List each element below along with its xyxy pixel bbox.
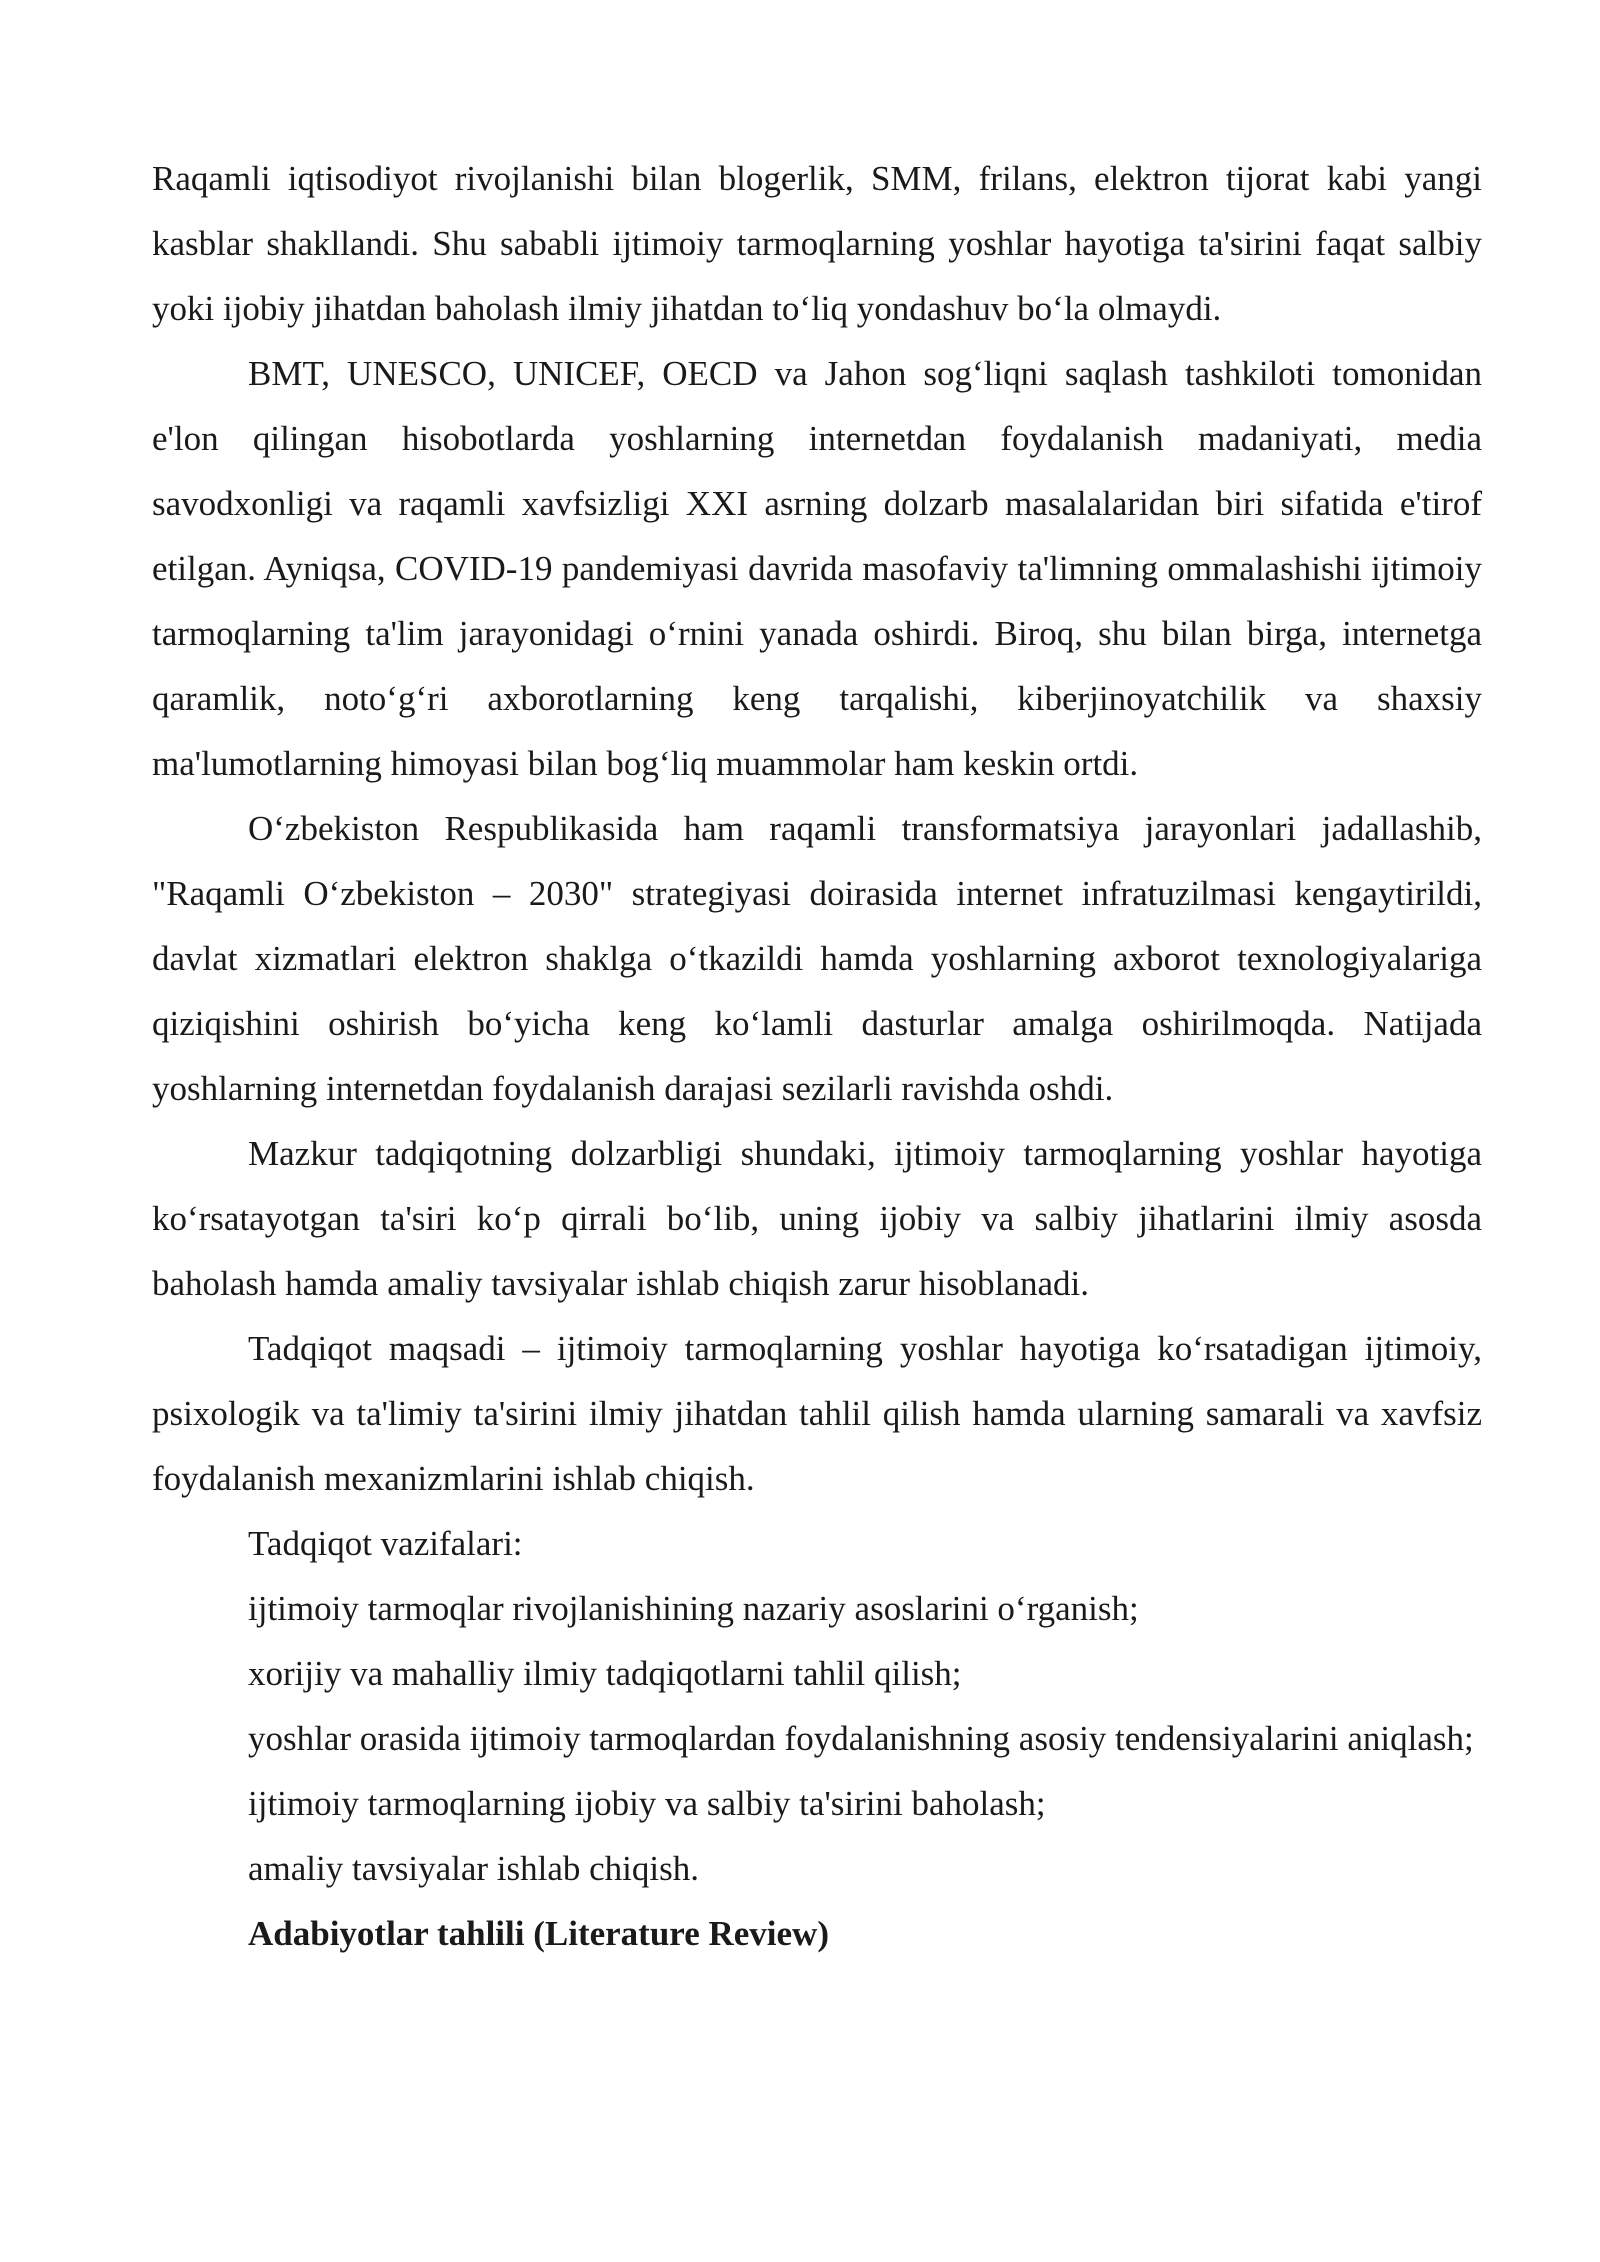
task-item: amaliy tavsiyalar ishlab chiqish. (248, 1849, 700, 1888)
task-item: ijtimoiy tarmoqlar rivojlanishining nazariy asoslarini o‘rganish; (248, 1589, 1139, 1628)
tasks-heading: Tadqiqot vazifalari: (248, 1524, 523, 1563)
section-heading: Adabiyotlar tahlili (Literature Review) (248, 1914, 829, 1953)
task-item: xorijiy va mahalliy ilmiy tadqiqotlarni tahlil qilish; (248, 1654, 962, 1693)
task-item: yoshlar orasida ijtimoiy tarmoqlardan foydalanishning asosiy tendensiyalarini aniqlash; (248, 1719, 1474, 1758)
paragraph-international-reports: BMT, UNESCO, UNICEF, OECD va Jahon sog‘liqni saqlash tashkiloti tomonidan e'lon qilingan hisobotlarda yoshlarning internetdan foydalanish madaniyati, media savodxonligi va raqamli xavfsizligi XXI asrning dolzarb masalalaridan biri sifatida e'tirof etilgan. Ayniqsa, COVID-19 pandemiyasi davrida masofaviy ta'limning ommalashishi ijtimoiy tarmoqlarning ta'lim jarayonidagi o‘rnini yanada oshirdi. Biroq, shu bilan birga, internetga qaramlik, noto‘g‘ri axborotlarning keng tarqalishi, kiberjinoyatchilik va shaxsiy ma'lumotlarning himoyasi bilan bog‘liq muammolar ham keskin ortdi. (152, 354, 1482, 783)
document-page (152, 146, 1482, 1966)
paragraph-digital-economy: Raqamli iqtisodiyot rivojlanishi bilan blogerlik, SMM, frilans, elektron tijorat kabi yangi kasblar shakllandi. Shu sababli ijtimoiy tarmoqlarning yoshlar hayotiga ta'sirini faqat salbiy yoki ijobiy jihatdan baholash ilmiy jihatdan to‘liq yondashuv bo‘la olmaydi. (152, 159, 1482, 328)
task-item: ijtimoiy tarmoqlarning ijobiy va salbiy ta'sirini baholash; (248, 1784, 1046, 1823)
paragraph-relevance: Mazkur tadqiqotning dolzarbligi shundaki, ijtimoiy tarmoqlarning yoshlar hayotiga ko‘rsatayotgan ta'siri ko‘p qirrali bo‘lib, uning ijobiy va salbiy jihatlarini ilmiy asosda baholash hamda amaliy tavsiyalar ishlab chiqish zarur hisoblanadi. (152, 1134, 1482, 1303)
paragraph-research-goal: Tadqiqot maqsadi – ijtimoiy tarmoqlarning yoshlar hayotiga ko‘rsatadigan ijtimoiy, psixologik va ta'limiy ta'sirini ilmiy jihatdan tahlil qilish hamda ularning samarali va xavfsiz foydalanish mexanizmlarini ishlab chiqish. (152, 1329, 1482, 1498)
paragraph-uzbekistan-transformation: O‘zbekiston Respublikasida ham raqamli transformatsiya jarayonlari jadallashib, "Raqamli O‘zbekiston – 2030" strategiyasi doirasida internet infratuzilmasi kengaytirildi, davlat xizmatlari elektron shaklga o‘tkazildi hamda yoshlarning axborot texnologiyalariga qiziqishini oshirish bo‘yicha keng ko‘lamli dasturlar amalga oshirilmoqda. Natijada yoshlarning internetdan foydalanish darajasi sezilarli ravishda oshdi. (152, 809, 1482, 1108)
